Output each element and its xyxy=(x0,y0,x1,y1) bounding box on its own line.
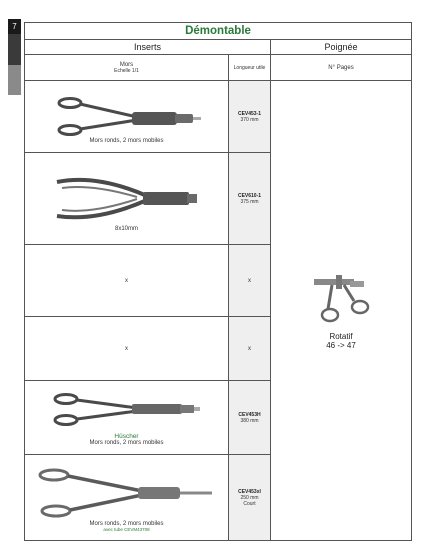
row-3-caption: x xyxy=(25,245,229,317)
chapter-tab-marker xyxy=(8,65,21,95)
insert-row-5 xyxy=(25,381,229,455)
chapter-tab xyxy=(8,19,21,95)
row-4-length: x xyxy=(229,317,271,381)
insert-row-6 xyxy=(25,455,229,541)
row-2-caption: 8x10mm xyxy=(114,225,138,232)
forceps-image-2 xyxy=(37,166,217,226)
pages-header: N° Pages xyxy=(271,55,412,81)
row-6-length-value: 250 mm xyxy=(240,494,259,501)
length-header: Longueur utile xyxy=(229,55,271,81)
handle-image xyxy=(306,271,376,326)
handle-pages: 46 -> 47 xyxy=(326,341,356,350)
row-6-subcaption: avec tube CEVM43708 xyxy=(103,527,150,532)
mors-label: Mors xyxy=(119,61,134,68)
row-6-length xyxy=(229,455,271,541)
insert-row-2 xyxy=(25,153,229,245)
insert-row-1 xyxy=(25,81,229,153)
row-6-caption: Mors ronds, 2 mors mobiles xyxy=(89,521,164,527)
row-2-length xyxy=(229,153,271,245)
row-2-code: CEV610-1 xyxy=(237,192,262,199)
row-1-length xyxy=(229,81,271,153)
table-title: Démontable xyxy=(25,23,412,40)
handle-cell xyxy=(271,81,412,541)
row-5-length xyxy=(229,381,271,455)
row-1-length-value: 370 mm xyxy=(240,116,259,123)
row-4-caption: x xyxy=(25,317,229,381)
chapter-number: 7 xyxy=(8,19,21,34)
mors-header xyxy=(25,55,229,81)
catalog-table xyxy=(24,22,412,541)
forceps-image-1 xyxy=(37,90,217,138)
row-5-length-value: 380 mm xyxy=(240,417,259,424)
row-3-length: x xyxy=(229,245,271,317)
row-1-caption: Mors ronds, 2 mors mobiles xyxy=(89,137,164,144)
handle-label: Rotatif xyxy=(329,332,353,341)
poignee-header: Poignée xyxy=(271,40,412,55)
scale-label: Echelle 1/1 xyxy=(114,67,139,74)
row-6-code: CEV453xl xyxy=(238,488,261,495)
row-5-name: Hüscher xyxy=(114,433,139,440)
row-6-extra: Court xyxy=(243,500,256,507)
row-5-caption: Mors ronds, 2 mors mobiles xyxy=(89,440,164,446)
forceps-image-6 xyxy=(32,463,222,521)
row-1-code: CEV453-1 xyxy=(237,110,262,117)
inserts-header: Inserts xyxy=(25,40,271,55)
row-2-length-value: 375 mm xyxy=(240,198,259,205)
forceps-image-5 xyxy=(37,389,217,433)
row-5-code: CEV453H xyxy=(238,411,261,418)
